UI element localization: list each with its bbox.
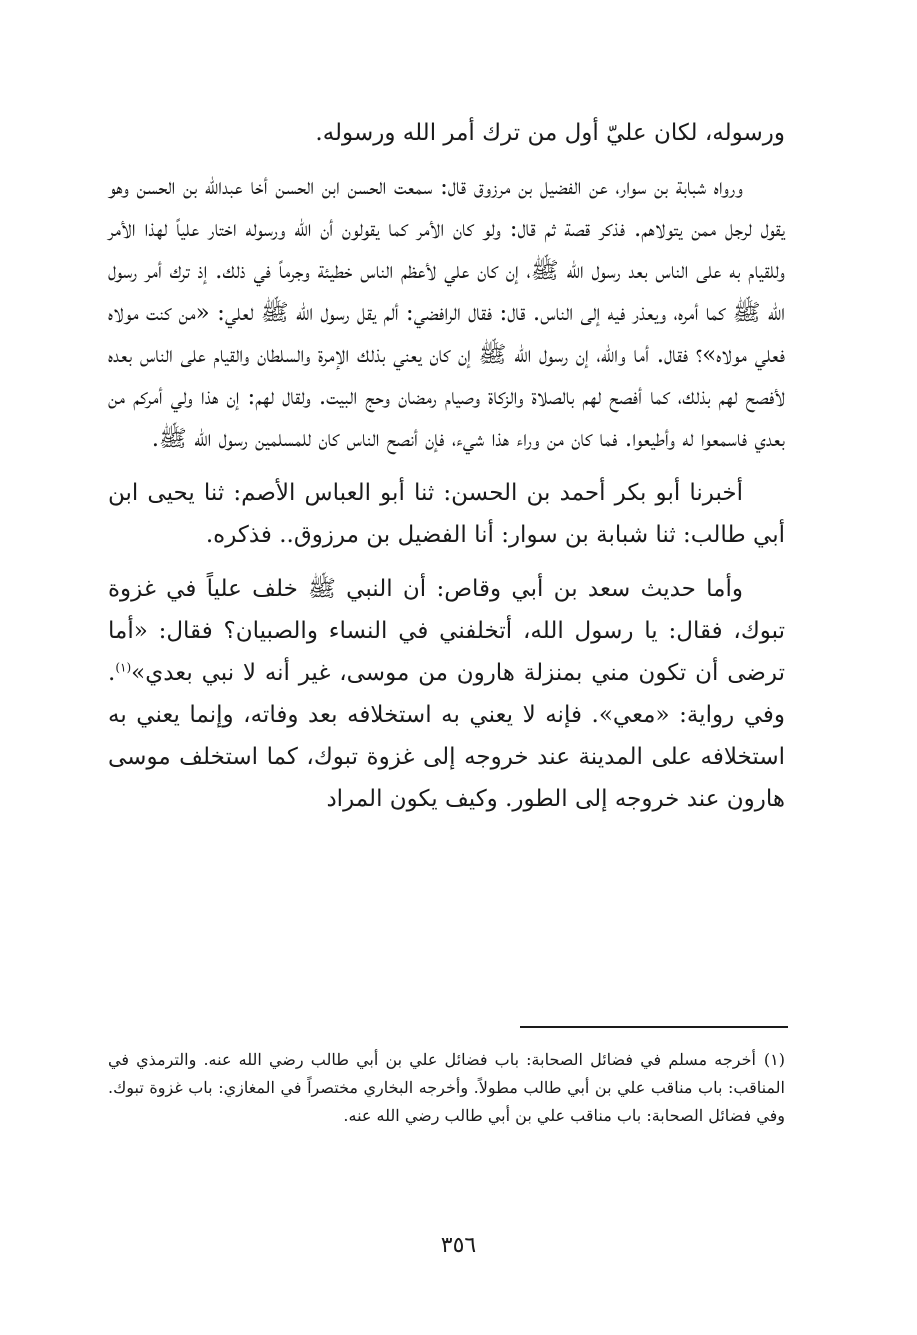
paragraph-shababa-narration: ورواه شبابة بن سوار، عن الفضيل بن مرزوق قال: سمعت الحسن ابن الحسن أخا عبدالله بن الحسن وهو يقول لرجل ممن يتولاهم. فذكر قصة ثم قال: ولو كان الأمر كما يقولون أن الله ورسوله اختار علياً لهذا الأمر وللقيام به على الناس بعد رسول الله ﷺ، إن كان علي لأعظم الناس خطيئة وجرماً في ذلك. إذ ترك أمر رسول الله ﷺ كما أمره، ويعذر فيه إلى الناس. قال: فقال الرافضي: ألم يقل رسول الله ﷺ لعلي: «من كنت مولاه فعلي مولاه»؟ فقال. أما والله، إن رسول الله ﷺ إن كان يعني بذلك الإمرة والسلطان والقيام على الناس بعده لأفصح لهم بذلك، كما أفصح لهم بالصلاة والزكاة وصيام رمضان وحج البيت. ولقال لهم: إن هذا ولي أمركم من بعدي فاسمعوا له وأطيعوا. فما كان من وراء هذا شيء، فإن أنصح الناس كان للمسلمين رسول الله ﷺ. [108, 174, 785, 452]
footnote-marker: (١) [763, 1050, 785, 1069]
page-number: ٣٥٦ [440, 1233, 477, 1258]
footnote-item [108, 1046, 785, 1130]
paragraph-continuation: ورسوله، لكان عليّ أول من ترك أمر الله ورسوله. [315, 120, 785, 146]
paragraph-saad-hadith [108, 568, 785, 820]
footnote-text: أخرجه مسلم في فضائل الصحابة: باب فضائل علي بن أبي طالب رضي الله عنه. والترمذي في المناقب: باب مناقب علي بن أبي طالب مطولاً. وأخرجه البخاري مختصراً في المغازي: باب غزوة تبوك. وفي فضائل الصحابة: باب مناقب علي بن أبي طالب رضي الله عنه. [108, 1050, 785, 1125]
footnote-separator [520, 1026, 788, 1028]
saad-hadith-continuation: . وفي رواية: «معي». فإنه لا يعني به استخلافه بعد وفاته، وإنما يعني به استخلافه على المدينة عند خروجه إلى غزوة تبوك، كما استخلف موسى هارون عند خروجه إلى الطور. وكيف يكون المراد [108, 660, 785, 812]
saad-hadith-text: وأما حديث سعد بن أبي وقاص: أن النبي ﷺ خلف علياً في غزوة تبوك، فقال: يا رسول الله، أتخلفني في النساء والصبيان؟ فقال: «أما ترضى أن تكون مني بمنزلة هارون من موسى، غير أنه لا نبي بعدي» [108, 576, 785, 686]
footnotes [108, 1046, 785, 1130]
main-text [108, 112, 785, 820]
paragraph-isnad: أخبرنا أبو بكر أحمد بن الحسن: ثنا أبو العباس الأصم: ثنا يحيى ابن أبي طالب: ثنا شبابة بن سوار: أنا الفضيل بن مرزوق.. فذكره. [108, 480, 785, 548]
footnote-reference[interactable]: (١) [115, 660, 132, 675]
